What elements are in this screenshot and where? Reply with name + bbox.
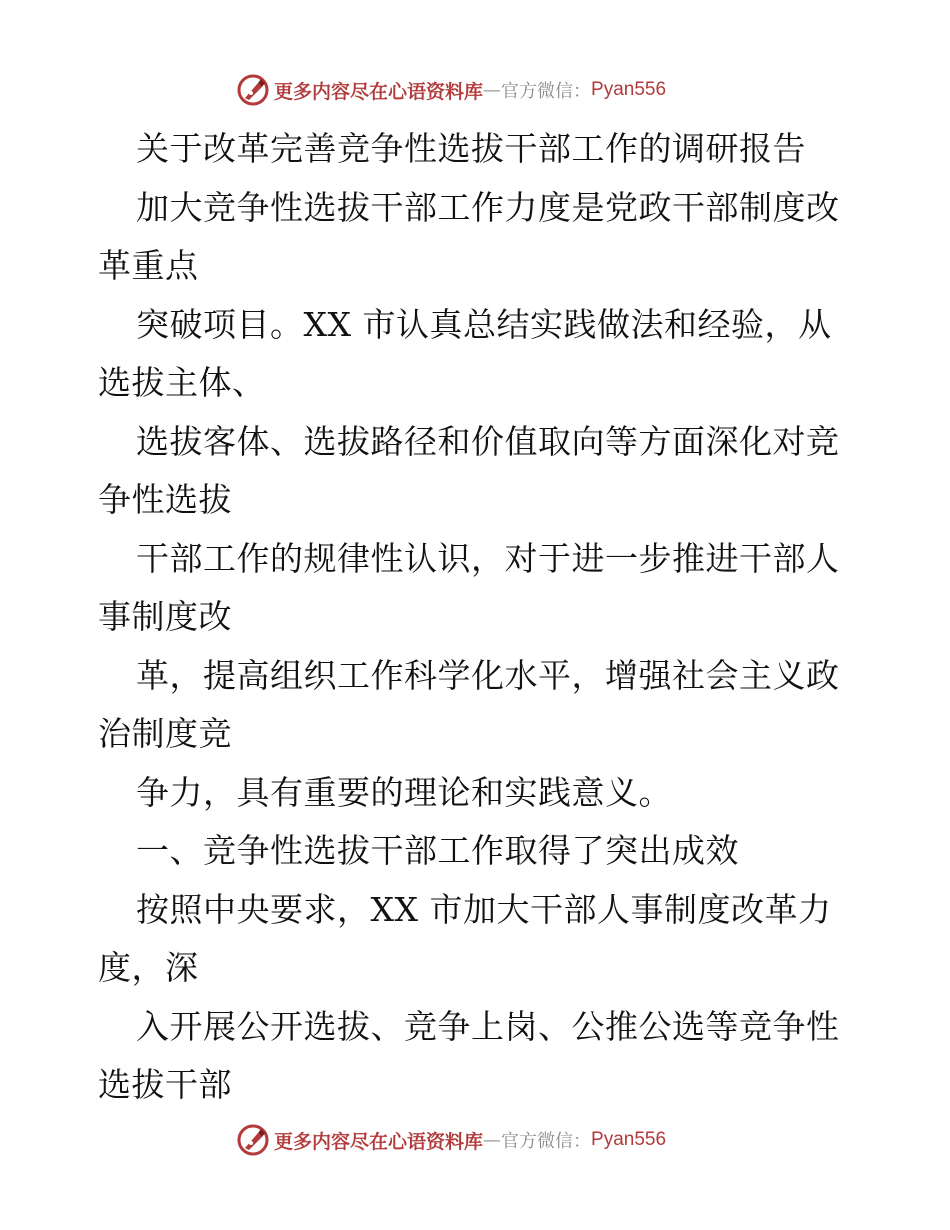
text-line: 选拔干部: [98, 1065, 232, 1104]
watermark-dash: —: [483, 1129, 502, 1151]
footer-watermark: [236, 1120, 666, 1160]
text-line: 事制度改: [98, 597, 232, 636]
text-line: 革，提高组织工作科学化水平，增强社会主义政: [136, 655, 840, 695]
text-line: 选拔客体、选拔路径和价值取向等方面深化对竞: [136, 421, 840, 461]
watermark-brand: 更多内容尽在心语资料库: [274, 1130, 484, 1153]
text-line: 治制度竞: [98, 714, 232, 753]
pen-nib-logo-icon: [236, 1123, 270, 1157]
text-line: 争力，具有重要的理论和实践意义。: [136, 772, 672, 812]
pen-nib-logo-icon: [236, 73, 270, 107]
text-line: 革重点: [98, 246, 199, 285]
document-title: 关于改革完善竞争性选拔干部工作的调研报告: [136, 129, 806, 168]
text-line: 突破项目。XX 市认真总结实践做法和经验，从: [136, 304, 832, 344]
watermark-id: Pyan556: [591, 79, 667, 100]
header-watermark: [236, 70, 666, 110]
text-line: 一、竞争性选拔干部工作取得了突出成效: [136, 831, 739, 870]
watermark-brand: 更多内容尽在心语资料库: [274, 80, 484, 103]
text-line: 按照中央要求，XX 市加大干部人事制度改革力: [136, 889, 832, 929]
watermark-id: Pyan556: [591, 1129, 667, 1150]
text-line: 争性选拔: [98, 480, 232, 519]
text-line: 选拔主体、: [98, 363, 266, 402]
watermark-dash: —: [483, 79, 502, 101]
text-line: 度，深: [98, 948, 199, 987]
watermark-label: 官方微信：: [501, 1131, 592, 1152]
document-body: [98, 120, 858, 1115]
text-line: 加大竞争性选拔干部工作力度是党政干部制度改: [136, 187, 840, 227]
text-line: 干部工作的规律性认识，对于进一步推进干部人: [136, 538, 840, 578]
text-line: 入开展公开选拔、竞争上岗、公推公选等竞争性: [136, 1006, 840, 1046]
watermark-label: 官方微信：: [501, 81, 592, 102]
